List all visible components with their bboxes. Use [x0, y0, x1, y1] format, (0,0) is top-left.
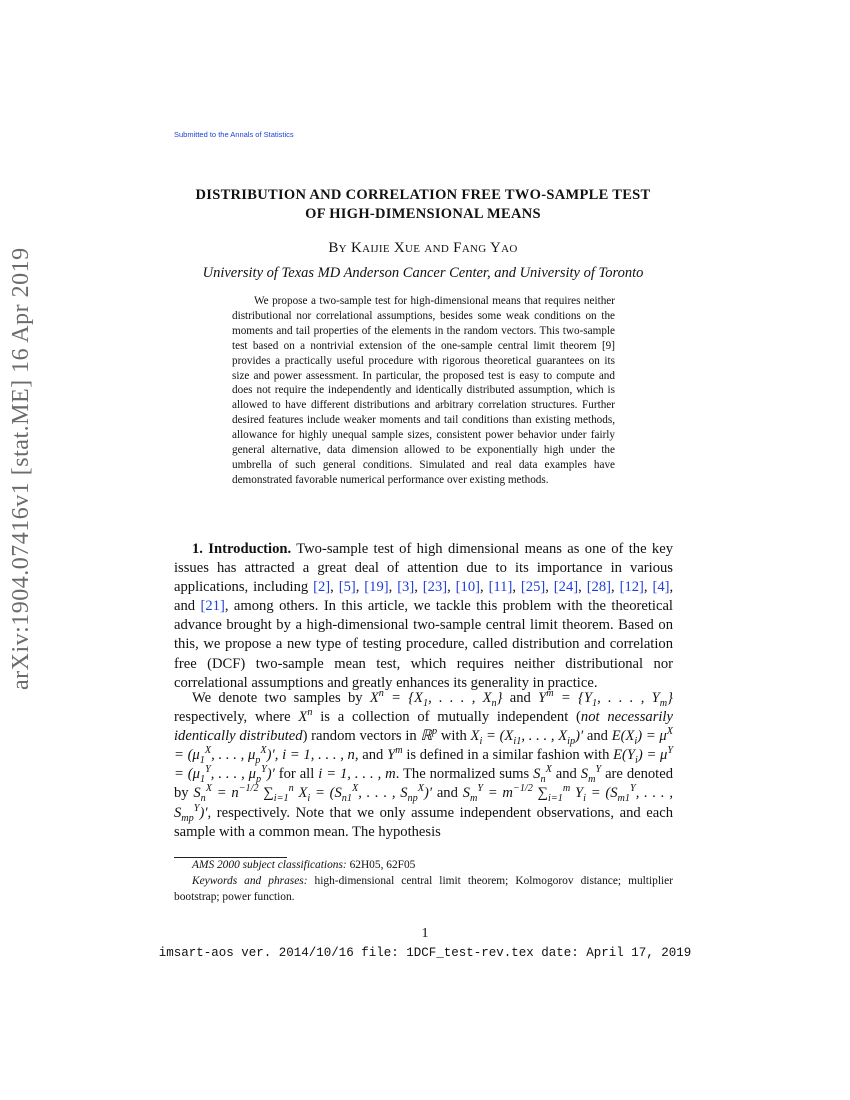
equation: $X^n = \{X_1$, . . . , $X_n$} — [369, 688, 503, 709]
citation-separator: , — [480, 579, 489, 596]
citation-separator: , — [388, 579, 398, 596]
author-2: Fang Yao — [453, 240, 518, 256]
equation: $Y^m$ — [387, 745, 403, 764]
citation-link[interactable]: [2] — [313, 579, 331, 596]
citation-separator: , — [512, 579, 521, 596]
p2-text: , respectively. Note that we only assume independent observations, and each sample with a common mean. The hypothesis — [174, 804, 673, 840]
authors-prefix: By — [328, 240, 347, 256]
intro-text-b: , among others. In this article, we tackle this problem with the theoretical advance brought by a high-dimensional two-sample central limit theorem. Based on this, we propose a new type of testing procedure, called distribution and correlation free (DCF) two-sample mean test, which requires neither distributional nor correlational assumptions and greatly enhances its generality in practice. — [174, 598, 673, 691]
citation-separator: , — [643, 579, 653, 596]
footnote-keywords — [174, 874, 673, 905]
p2-text: is a collection of mutually independent ( — [320, 709, 581, 726]
citation-link[interactable]: [21] — [200, 598, 225, 615]
equation: $X_i = (X_{i1}$, . . . , $X_{ip})'$ — [470, 728, 584, 748]
equation: ℝ$^p$ — [420, 726, 438, 745]
equation: $S_m^Y$ — [580, 764, 602, 786]
equation: i = 1, . . . , m — [318, 766, 396, 783]
citation-link[interactable]: [5] — [338, 579, 356, 596]
intro-paragraph-1 — [174, 540, 673, 693]
p2-text: is defined in a similar fashion with — [406, 747, 610, 764]
p2-text: and — [362, 747, 384, 764]
equation: $X^n$ — [298, 707, 313, 726]
p2-text: and — [586, 728, 608, 745]
citation-link[interactable]: [4] — [652, 579, 670, 596]
p2-text: We denote two samples by — [192, 690, 363, 706]
citation-separator: , — [414, 579, 423, 596]
footnote-keywords-value: high-dimensional central limit theorem; Kolmogorov distance; multiplier bootstrap; power function. — [174, 875, 674, 903]
footnote-ams-value: 62H05, 62F05 — [349, 859, 416, 871]
journal-header[interactable]: Submitted to the Annals of Statistics — [174, 130, 294, 139]
p2-text: for all — [278, 766, 315, 783]
intro-text-a: Two-sample test of high dimensional means as one of the key issues has attracted a great deal of attention due to its importance in various applications, including — [174, 541, 673, 596]
p2-text: respectively, where — [174, 709, 291, 726]
citation-link[interactable]: [28] — [586, 579, 612, 596]
citation-separator: , — [330, 579, 339, 596]
footnote-ams-label: AMS 2000 subject classifications: — [192, 859, 347, 871]
equation: $E(Y_i) = \mu^Y = (\mu_1^Y$, . . . , $\mu_p^Y)'$ — [174, 745, 674, 786]
citation-link[interactable]: [10] — [455, 579, 480, 596]
intro-paragraph-2 — [174, 689, 673, 842]
p2-text: ) random vectors in — [302, 728, 417, 745]
intro-and: and — [174, 598, 196, 615]
equation: $S_n^X = n^{-1/2}$ $\sum_{i=1}^n$ $X_i = (S_{n1}^X$, . . . , $S_{np}^X)'$ — [193, 783, 433, 805]
page-footer: imsart-aos ver. 2014/10/16 file: 1DCF_test-rev.tex date: April 17, 2019 — [158, 946, 692, 960]
section-heading: 1. Introduction. — [192, 541, 292, 557]
equation: $S_n^X$ — [533, 764, 552, 786]
paper-title — [172, 186, 674, 224]
p2-text: and — [555, 766, 577, 783]
citation-list — [313, 579, 673, 595]
p2-text: with — [440, 728, 467, 745]
page-number: 1 — [421, 926, 429, 941]
p2-emphasis: not necessarily identically distributed — [174, 709, 673, 745]
equation: $E(X_i) = \mu^X = (\mu_1^X$, . . . , $\mu_p^X)'$, i = 1, . . . , n, — [174, 726, 673, 767]
citation-link[interactable]: [3] — [397, 579, 415, 596]
equation: $S_m^Y = m^{-1/2}$ $\sum_{i=1}^m$ $Y_i = (S_{m1}^Y$, . . . , $S_{mp}^Y)'$ — [174, 783, 673, 824]
citation-separator: , — [447, 579, 456, 596]
citation-separator: , — [355, 579, 365, 596]
arxiv-identifier: arXiv:1904.07416v1 [stat.ME] 16 Apr 2019 — [8, 247, 34, 690]
author-1: Kaijie Xue — [350, 240, 421, 256]
authors-and: and — [424, 240, 450, 256]
p2-text: are denoted by — [174, 766, 674, 802]
citation-link[interactable]: [12] — [619, 579, 644, 596]
abstract: We propose a two-sample test for high-dimensional means that requires neither distributional nor correlational assumptions, besides some weak conditions on the moments and tail properties of the elements in the random vectors. This two-sample test based on a nontrivial extension of the one-sample central limit theorem [9] provides a practically useful procedure with rigorous theoretical guarantees on its size and power assessment. In particular, the proposed test is easy to compute and does not require the independently and identically distributed assumption, which is allowed to have different distributions and arbitrary correlation structures. Further desired features include weaker moments and tail conditions than existing methods, allowance for highly unequal sample sizes, consistent power behavior under fairly general alternative, data dimension allowed to be exponentially high under the umbrella of such general conditions. Simulated and real data examples have demonstrated favorable numerical performance over existing methods. — [232, 295, 615, 486]
citation-link[interactable]: [23] — [422, 579, 448, 596]
citation-separator: , — [545, 579, 554, 596]
p2-text: and — [436, 785, 458, 802]
title-line-1: DISTRIBUTION AND CORRELATION FREE TWO-SAMPLE TEST — [195, 187, 651, 203]
citation-separator: , — [611, 579, 620, 596]
citation-link[interactable]: [24] — [553, 579, 579, 596]
citation-separator: , — [578, 579, 587, 596]
title-line-2: OF HIGH-DIMENSIONAL MEANS — [305, 206, 541, 222]
affiliation: University of Texas MD Anderson Cancer Center, and University of Toronto — [202, 265, 644, 281]
citation-separator: , — [669, 579, 674, 596]
equation: $Y^m = \{Y_1$, . . . , $Y_m$} — [538, 688, 673, 709]
citation-link[interactable]: [11] — [488, 579, 513, 596]
citation-link[interactable]: [25] — [520, 579, 546, 596]
footnote-keywords-label: Keywords and phrases: — [192, 875, 308, 887]
p2-text: . The normalized sums — [395, 766, 530, 783]
p2-text: and — [509, 690, 531, 706]
footnote-ams — [174, 858, 673, 874]
citation-link[interactable]: [19] — [364, 579, 389, 596]
author-line — [172, 240, 674, 257]
